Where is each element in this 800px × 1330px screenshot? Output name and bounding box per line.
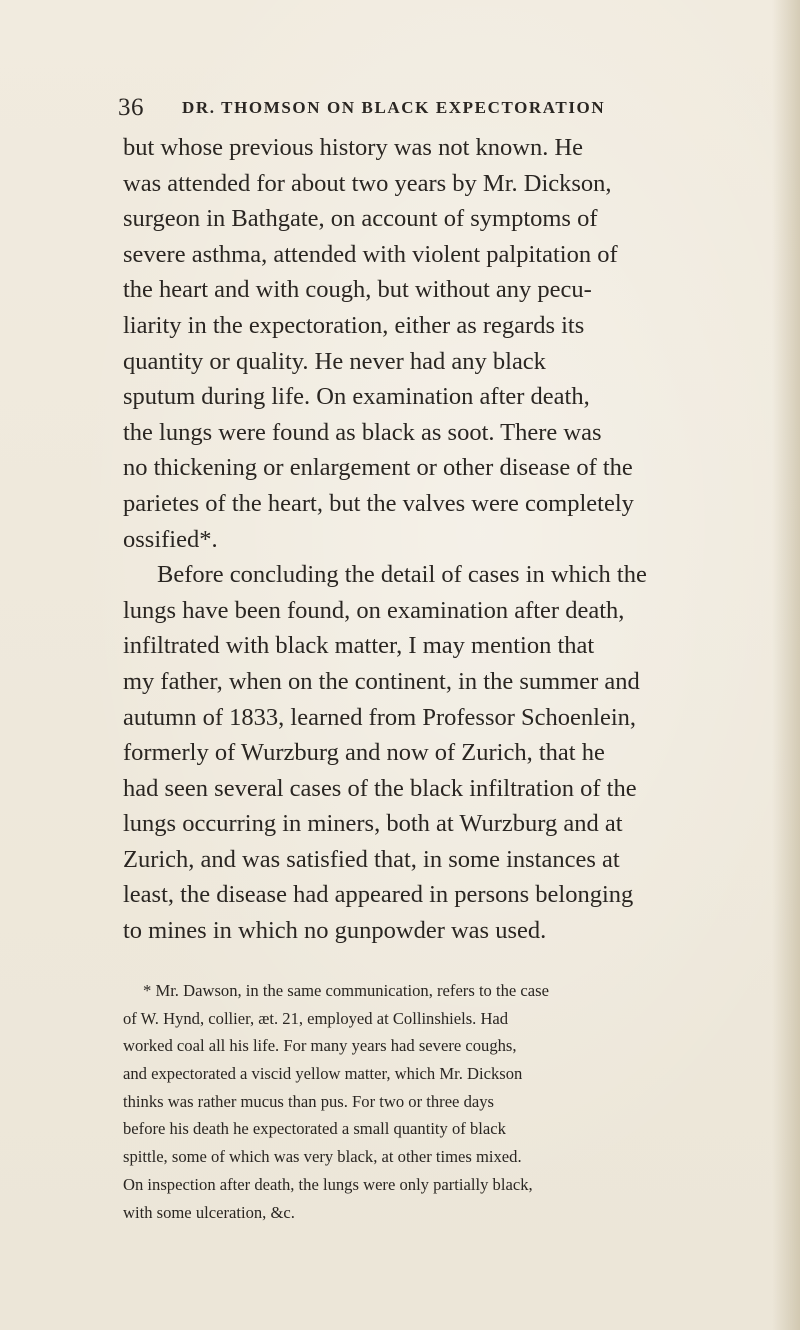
footnote-line: and expectorated a viscid yellow matter, which Mr. Dickson xyxy=(123,1064,523,1084)
text-line: no thickening or enlargement or other disease of the xyxy=(123,454,633,482)
footnote-line: * Mr. Dawson, in the same communication, refers to the case xyxy=(143,981,549,1000)
text-line: the lungs were found as black as soot. There was xyxy=(123,418,602,446)
text-line: lungs have been found, on examination after death, xyxy=(123,596,625,624)
text-line: was attended for about two years by Mr. Dickson, xyxy=(123,169,612,197)
text-line: sputum during life. On examination after death, xyxy=(123,383,590,411)
footnote xyxy=(123,977,743,1226)
running-title: DR. THOMSON ON BLACK EXPECTORATION xyxy=(182,98,606,117)
footnote-line: of W. Hynd, collier, æt. 21, employed at Collinshiels. Had xyxy=(123,1008,509,1028)
text-line: the heart and with cough, but without any pecu- xyxy=(123,276,592,304)
footnote-line: with some ulceration, &c. xyxy=(123,1202,295,1222)
text-line: least, the disease had appeared in persons belonging xyxy=(123,881,634,909)
text-line: had seen several cases of the black infiltration of the xyxy=(123,774,637,802)
paragraph-start-line: Before concluding the detail of cases in which the xyxy=(157,561,647,589)
page-number: 36 xyxy=(118,94,144,121)
text-line: lungs occurring in miners, both at Wurzburg and at xyxy=(123,810,623,838)
footnote-line: On inspection after death, the lungs were only partially black, xyxy=(123,1174,533,1194)
text-line: autumn of 1833, learned from Professor Schoenlein, xyxy=(123,703,637,731)
footnote-line: worked coal all his life. For many years had severe coughs, xyxy=(123,1036,517,1056)
text-line: severe asthma, attended with violent palpitation of xyxy=(123,240,618,268)
text-line: liarity in the expectoration, either as regards its xyxy=(123,311,585,339)
text-line: my father, when on the continent, in the summer and xyxy=(123,667,640,695)
text-line: but whose previous history was not known. He xyxy=(123,134,584,161)
footnote-line: spittle, some of which was very black, at other times mixed. xyxy=(123,1147,522,1167)
text-line: surgeon in Bathgate, on account of symptoms of xyxy=(123,205,598,233)
text-line: quantity or quality. He never had any black xyxy=(123,347,546,375)
footnote-line: thinks was rather mucus than pus. For two or three days xyxy=(123,1091,494,1111)
page-edge-shadow xyxy=(772,0,800,1330)
text-line: ossified*. xyxy=(123,525,218,553)
text-line: Zurich, and was satisfied that, in some instances at xyxy=(123,845,620,873)
main-text xyxy=(123,130,743,949)
text-line: formerly of Wurzburg and now of Zurich, that he xyxy=(123,739,605,767)
text-line: to mines in which no gunpowder was used. xyxy=(123,917,547,945)
footnote-line: before his death he expectorated a small quantity of black xyxy=(123,1119,506,1139)
text-line: parietes of the heart, but the valves were completely xyxy=(123,489,634,517)
text-line: infiltrated with black matter, I may mention that xyxy=(123,632,595,660)
page-header xyxy=(118,88,718,128)
